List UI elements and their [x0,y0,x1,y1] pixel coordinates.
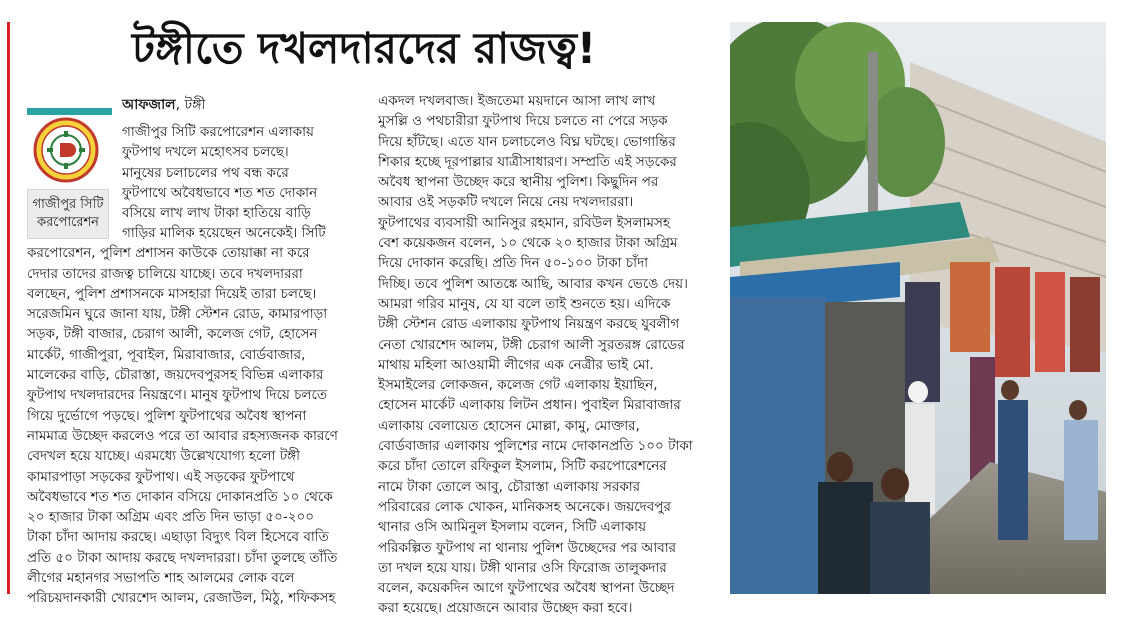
text-line: এলাকায় বেলায়েত হোসেন মোল্লা, কামু, মোক্তার, [378,417,640,434]
text-line: নামে টাকা তোলে আবু, চৌরাস্তা এলাকায় সরকার [378,478,641,495]
text-line: সড়ক, টঙ্গী বাজার, চেরাগ আলী, কলেজ গেট, হোসেন [27,326,318,343]
text-line: গাড়ির মালিক হয়েছেন অনেকেই। সিটি [122,225,326,241]
text-line: বলেন, কয়েকদিন আগে ফুটপাথের অবৈধ স্থাপনা উচ্ছেদ [378,580,675,597]
text-line: শিকার হচ্ছে দূরপাল্লার যাত্রীসাধারণ। সম্প্রতি এই সড়কের [378,153,677,170]
text-line: বেশ কয়েকজন বলেন, ১০ থেকে ২০ হাজার টাকা অগ্রিম [378,235,678,252]
text-line: করে চাঁদা তোলে রফিকুল ইসলাম, সিটি করপোরেশনের [378,458,667,475]
logo-caption-line1: গাজীপুর সিটি [32,197,104,212]
headline: টঙ্গীতে দখলদারদের রাজত্ব! [132,24,597,74]
text-line: পরিচয়দানকারী খোরশেদ আলম, রেজাউল, মিঠু, শফিকসহ [27,590,336,607]
text-line: মানুষের চলাচলের পথ বন্ধ করে [122,164,289,181]
text-line: আবার ওই সড়কটি দখলে নিয়ে নেয় দখলদাররা। [378,194,634,211]
text-line: প্রতি ৫০ টাকা আদায় করছে দখলদাররা। চাঁদা তুলছে তাঁতি [27,549,338,566]
text-line: ২০ হাজার টাকা অগ্রিম এবং প্রতি দিন ভাড়া ৫০-২০০ [27,509,315,526]
logo-caption-line2: করপোরেশন [37,215,99,230]
text-line: বেদখল হয়ে যাচ্ছে। এরমধ্যে উল্লেখযোগ্য হলো টঙ্গী [27,448,300,465]
text-line: ফুটপাথের ব্যবসায়ী আনিসুর রহমান, রবিউল ইসলামসহ [378,214,671,231]
text-line: ফুটপাথ দখলে মহোৎসব চলছে। [122,144,289,161]
text-line: মুসল্লি ও পথচারীরা ফুটপাথ দিয়ে চলতে না পেরে সড়ক [378,113,668,130]
text-line: করা হয়েছে। প্রয়োজনে আবার উচ্ছেদ করা হবে। [378,600,633,617]
text-line: দিয়ে হাঁটছে। এতে যান চলাচলেও বিঘ্ন ঘটছে। ভোগান্তির [378,133,676,150]
text-line: থানার ওসি আমিনুল ইসলাম বলেন, সিটি এলাকায় [378,519,647,536]
text-line: পরিবারের লোক খোকন, মানিকসহ অনেকে। জয়দেবপুর [378,498,671,515]
text-line: বসিয়ে লাখ লাখ টাকা হাতিয়ে বাড়ি [122,205,311,222]
text-line: টাকা চাঁদা আদায় করছে। এছাড়া বিদ্যুৎ বিল হিসেবে বাতি [27,529,329,546]
text-line: দিয়ে দোকান করেছি। প্রতি দিন ৫০-১০০ টাকা চাঁদা [378,255,649,272]
text-line: করপোরেশন, পুলিশ প্রশাসন কাউকে তোয়াক্কা না করে [27,245,310,262]
column-1-text [27,223,362,609]
red-margin-rule [7,22,10,594]
column-2-text [378,91,714,619]
text-line: নামমাত্র উচ্ছেদ করলেও পরে তা আবার রহস্যজনক কারণে [27,427,338,444]
text-line: সরেজমিন ঘুরে জানা যায়, টঙ্গী স্টেশন রোড, কামারপাড়া [27,306,328,323]
text-line: লীগের মহানগর সভাপতি শাহ আলমের লোক বলে [27,570,295,587]
text-line: অবৈধ স্থাপনা উচ্ছেদ করে স্থানীয় পুলিশ। কিছুদিন পর [378,174,659,191]
text-line: টঙ্গী স্টেশন রোড এলাকায় ফুটপাথ নিয়ন্ত্রণ করছে যুবলীগ [378,316,680,333]
text-line: গিয়ে দুর্ভোগে পড়ছে। পুলিশ ফুটপাথের অবৈধ স্থাপনা [27,407,307,424]
author-name: আফজাল [122,97,176,113]
text-line: পরিকল্পিত ফুটপাথ না থানায় পুলিশ উচ্ছেদের পর আবার [378,539,677,556]
text-line: দেদার তাদের রাজত্ব চালিয়ে যাচ্ছে। তবে দখলদাররা [27,265,303,282]
text-line: হোসেন মার্কেট এলাকায় লিটন প্রধান। পুবাইল মিরাবাজার [378,397,681,414]
street-market-photo [730,22,1106,594]
text-line: একদল দখলবাজ। ইজতেমা ময়দানে আসা লাখ লাখ [378,93,656,109]
text-line: আমরা গরিব মানুষ, যে যা বলে তাই শুনতে হয়। এদিকে [378,295,671,312]
text-line: বলছেন, পুলিশ প্রশাসনকে মাসহারা দিয়েই তারা চলছে। [27,285,317,302]
byline [122,95,205,115]
text-line: ফুটপাথে অবৈধভাবে শত শত দোকান [122,184,318,201]
gazipur-city-corporation-logo [33,117,99,183]
teal-accent-bar [27,108,112,115]
text-line: কামারপাড়া সড়কের ফুটপাথ। এই সড়কের ফুটপাথে [27,468,295,485]
text-line: নেতা খোরশেদ আলম, টঙ্গী চেরাগ আলী সুরতরঙ্গ রোডের [378,336,685,353]
text-line: অবৈধভাবে শত শত দোকান বসিয়ে দোকানপ্রতি ১০ থেকে [27,488,333,505]
text-line: বোর্ডবাজার এলাকায় পুলিশের নামে দোকানপ্রতি ১০০ টাকা [378,438,693,455]
text-line: গাজীপুর সিটি করপোরেশন এলাকায় [122,124,314,140]
text-line: মালেকের বাড়ি, চৌরাস্তা, জয়দেবপুরসহ বিভিন্ন এলাকার [27,367,324,384]
text-line: তা দখল হয়ে যায়। টঙ্গী থানার ওসি ফিরোজ তালুকদার [378,559,667,576]
text-line: মাথায় মহিলা আওয়ামী লীগের এক নেত্রীর ভাই মো. [378,356,654,373]
byline-place: , টঙ্গী [175,97,206,113]
text-line: ইসমাইলের লোকজন, কলেজ গেট এলাকায় ইয়াছিন, [378,377,658,394]
text-line: ফুটপাথ দখলদারদের নিয়ন্ত্রণে। মানুষ ফুটপাথ দিয়ে চলতে [27,387,328,404]
text-line: মার্কেট, গাজীপুরা, পূবাইল, মিরাবাজার, বোর্ডবাজার, [27,346,306,363]
text-line: দিচ্ছি। তবে পুলিশ আতঙ্কে আছি, আবার কখন ভেঙে দেয়। [378,275,688,292]
column-1-indented-text [122,122,358,223]
